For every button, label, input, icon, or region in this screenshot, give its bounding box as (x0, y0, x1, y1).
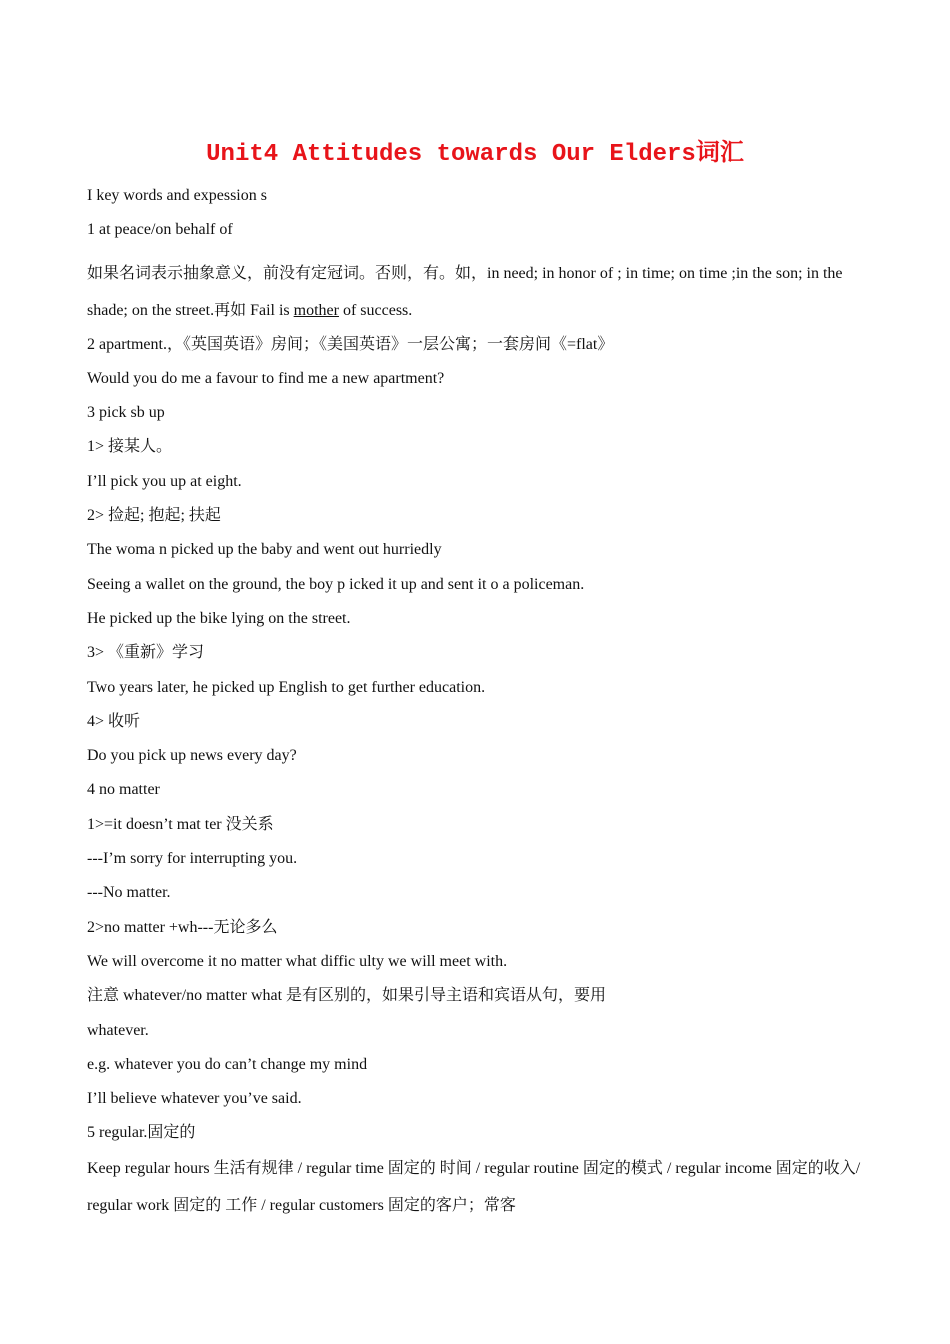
paragraph-abstract-nouns (87, 255, 867, 329)
example-sentence: I’ll believe whatever you’ve said. (87, 1090, 302, 1108)
example-sentence: Seeing a wallet on the ground, the boy p icked it up and sent it o a policeman. (87, 575, 585, 593)
underlined-word: mother (293, 301, 339, 319)
example-sentence: He picked up the bike lying on the street. (87, 609, 351, 627)
vocab-item-1: 1 at peace/on behalf of (87, 221, 233, 239)
note-line: whatever. (87, 1021, 149, 1039)
sense-1: 1>=it doesn’t mat ter 没关系 (87, 815, 274, 833)
sense-2: 2> 捡起; 抱起; 扶起 (87, 507, 221, 525)
sense-2: 2>no matter +wh---无论多么 (87, 918, 278, 936)
example-sentence: Would you do me a favour to find me a new apartment? (87, 369, 445, 387)
note-line: 注意 whatever/no matter what 是有区别的，如果引导主语和宾语从句，要用 (87, 987, 607, 1005)
vocab-item-5: 5 regular.固定的 (87, 1124, 196, 1142)
vocab-item-4: 4 no matter (87, 781, 160, 799)
sense-3: 3> 《重新》学习 (87, 644, 205, 662)
dialogue-line: ---No matter. (87, 884, 171, 902)
sense-4: 4> 收听 (87, 712, 141, 730)
vocab-item-2: 2 apartment.，《英国英语》房间；《美国英语》一层公寓；一套房间《=flat》 (87, 335, 614, 353)
example-sentence: Do you pick up news every day? (87, 747, 297, 765)
dialogue-line: ---I’m sorry for interrupting you. (87, 850, 298, 868)
paragraph-text: 如果名词表示抽象意义，前没有定冠词。否则，有。如，in need; in honor of ; in time; on time ;in the son; in the shade; on the street.再如 Fail is (87, 264, 843, 319)
example-sentence: e.g. whatever you do can’t change my mind (87, 1055, 368, 1073)
page-title: Unit4 Attitudes towards Our Elders词汇 (206, 141, 744, 168)
paragraph-end: of success. (338, 301, 413, 319)
example-sentence: I’ll pick you up at eight. (87, 472, 242, 490)
sense-1: 1> 接某人。 (87, 438, 173, 456)
document-body (87, 186, 867, 1230)
collocations-paragraph: Keep regular hours 生活有规律 / regular time 固定的 时间 / regular routine 固定的模式 / regular income 固定的收入/ regular work 固定的 工作 / regular customers 固定的客户；常客 (87, 1159, 861, 1214)
example-sentence: The woma n picked up the baby and went out hurriedly (87, 541, 442, 559)
example-sentence: We will overcome it no matter what diffic ulty we will meet with. (87, 952, 508, 970)
example-sentence: Two years later, he picked up English to get further education. (87, 678, 486, 696)
vocab-item-3: 3 pick sb up (87, 404, 165, 422)
section-heading: I key words and expession s (87, 187, 267, 204)
